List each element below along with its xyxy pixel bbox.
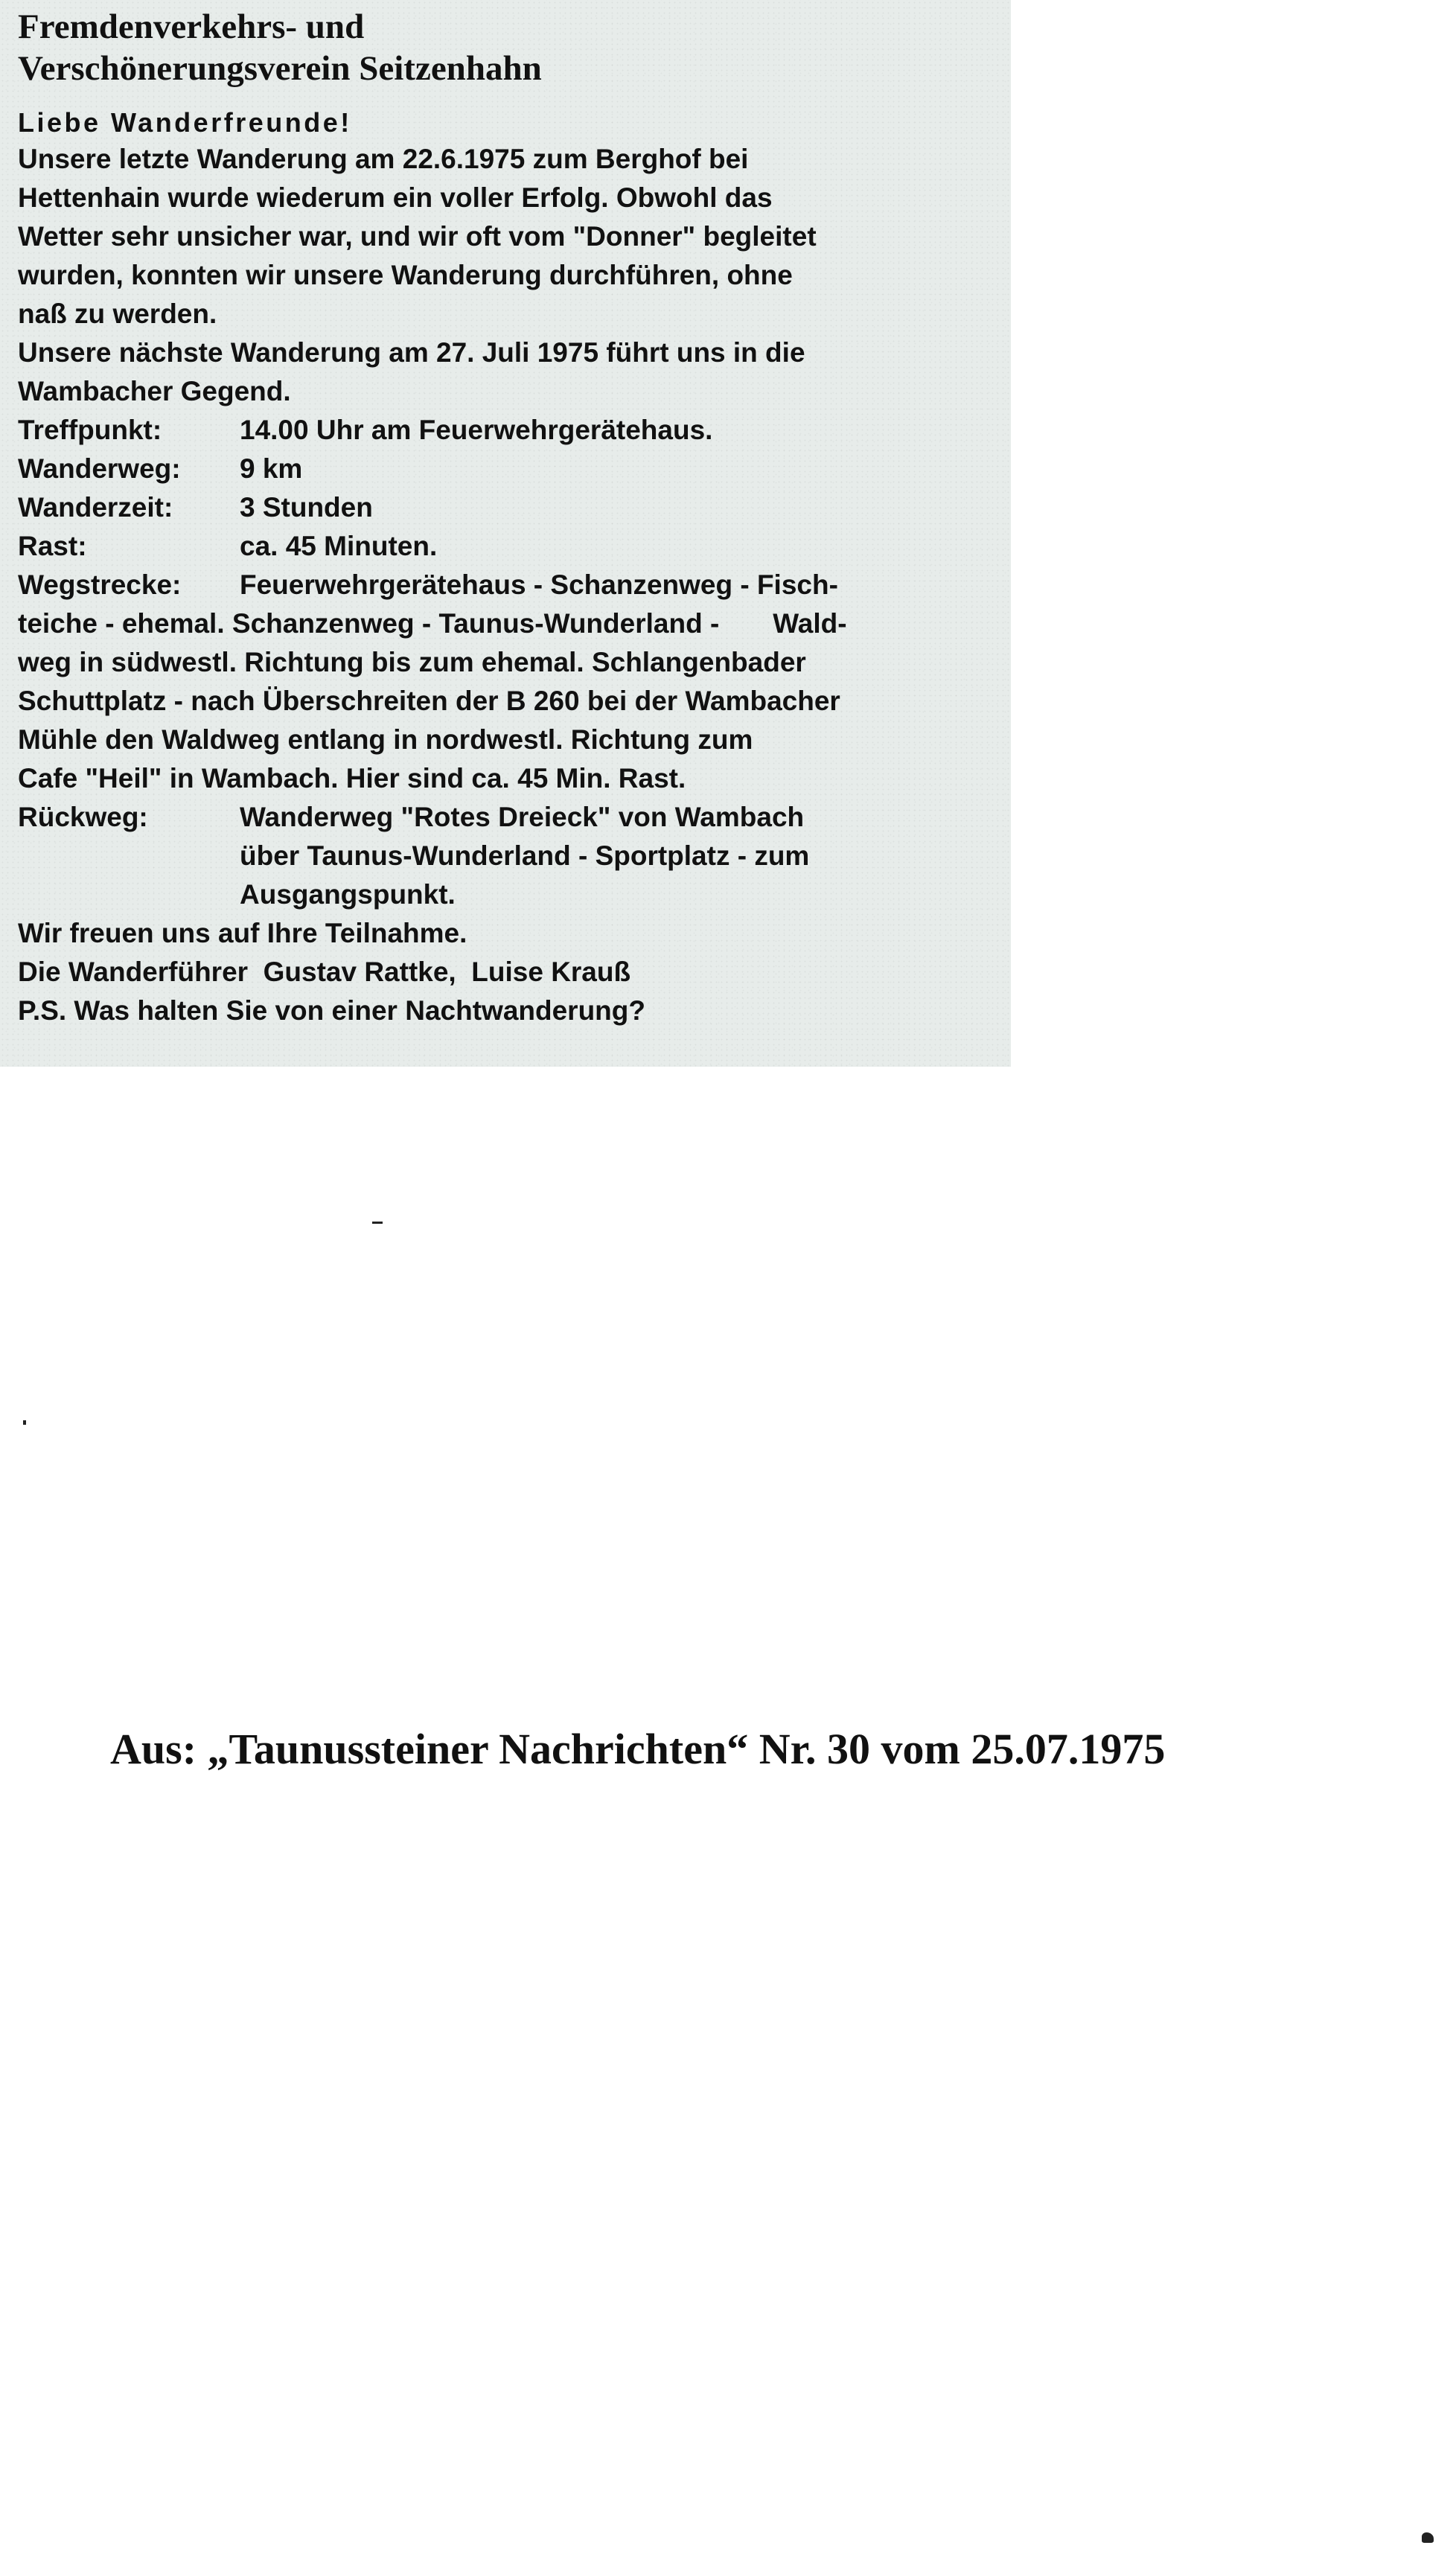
wegstrecke-line: Schuttplatz - nach Überschreiten der B 260 bei der Wambacher bbox=[18, 686, 840, 716]
clipping-heading-line-1: Fremdenverkehrs- und bbox=[18, 7, 365, 46]
rueckweg-value-line: Ausgangspunkt. bbox=[240, 879, 456, 910]
intro-line: Unsere nächste Wanderung am 27. Juli 1975 führt uns in die bbox=[18, 337, 805, 368]
intro-line: naß zu werden. bbox=[18, 299, 217, 329]
closing-line: Wir freuen uns auf Ihre Teilnahme. bbox=[18, 918, 467, 948]
wegstrecke-label: Wegstrecke: bbox=[18, 569, 182, 600]
wegstrecke-value: Feuerwehrgerätehaus - Schanzenweg - Fisch- bbox=[240, 569, 838, 600]
rueckweg-value-line: über Taunus-Wunderland - Sportplatz - zum bbox=[240, 840, 810, 871]
scan-speck bbox=[372, 1222, 383, 1224]
newspaper-clipping bbox=[0, 0, 1011, 1067]
clipping-heading bbox=[18, 6, 542, 89]
wegstrecke-line: Cafe "Heil" in Wambach. Hier sind ca. 45 Min. Rast. bbox=[18, 763, 686, 794]
wanderweg-value: 9 km bbox=[240, 453, 303, 484]
wanderzeit-value: 3 Stunden bbox=[240, 492, 373, 523]
rast-label: Rast: bbox=[18, 531, 87, 561]
wanderweg-label: Wanderweg: bbox=[18, 453, 181, 484]
greeting: Liebe Wanderfreunde! bbox=[18, 107, 352, 138]
intro-line: Wambacher Gegend. bbox=[18, 376, 291, 406]
wegstrecke-line: weg in südwestl. Richtung bis zum ehemal. Schlangenbader bbox=[18, 647, 806, 677]
treffpunkt-label: Treffpunkt: bbox=[18, 415, 162, 445]
rast-value: ca. 45 Minuten. bbox=[240, 531, 438, 561]
intro-line: Unsere letzte Wanderung am 22.6.1975 zum Berghof bei bbox=[18, 144, 749, 174]
wegstrecke-line: teiche - ehemal. Schanzenweg - Taunus-Wunderland - Wald- bbox=[18, 608, 847, 639]
rueckweg-value-line: Wanderweg "Rotes Dreieck" von Wambach bbox=[240, 802, 805, 832]
scan-speck bbox=[23, 1420, 26, 1425]
postscript-line: P.S. Was halten Sie von einer Nachtwanderung? bbox=[18, 995, 645, 1026]
treffpunkt-value: 14.00 Uhr am Feuerwehrgerätehaus. bbox=[240, 415, 713, 445]
clipping-heading-line-2: Verschönerungsverein Seitzenhahn bbox=[18, 49, 542, 88]
wegstrecke-line: Mühle den Waldweg entlang in nordwestl. Richtung zum bbox=[18, 724, 753, 755]
intro-line: Wetter sehr unsicher war, und wir oft vom "Donner" begleitet bbox=[18, 221, 817, 252]
rueckweg-label: Rückweg: bbox=[18, 802, 148, 832]
scan-speck bbox=[1422, 2532, 1434, 2543]
intro-line: Hettenhain wurde wiederum ein voller Erfolg. Obwohl das bbox=[18, 182, 773, 213]
source-citation: Aus: „Taunussteiner Nachrichten“ Nr. 30 vom 25.07.1975 bbox=[110, 1725, 1166, 1773]
signature-line: Die Wanderführer Gustav Rattke, Luise Krauß bbox=[18, 957, 631, 987]
wanderzeit-label: Wanderzeit: bbox=[18, 492, 173, 523]
intro-line: wurden, konnten wir unsere Wanderung durchführen, ohne bbox=[18, 260, 793, 290]
